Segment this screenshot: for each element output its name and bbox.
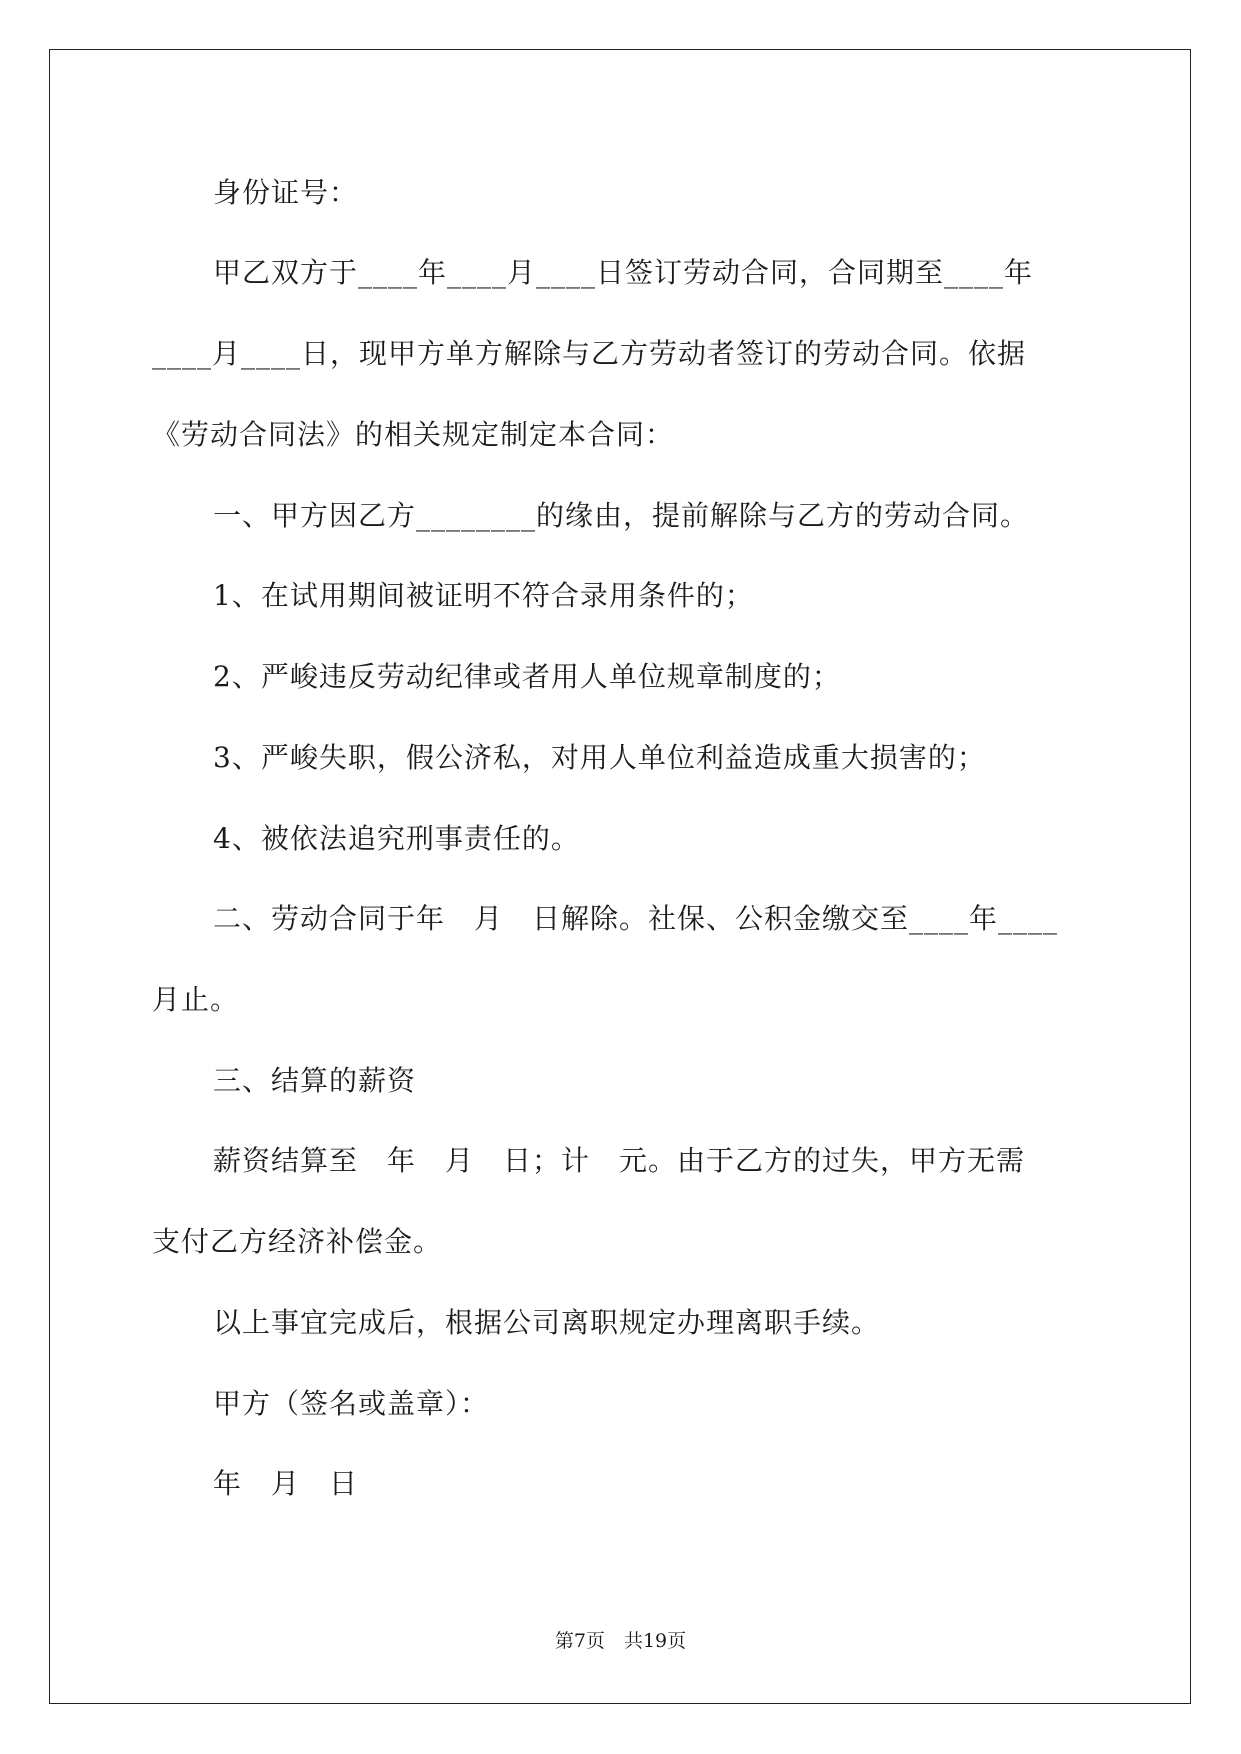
list-item: 1、在试用期间被证明不符合录用条件的； xyxy=(213,579,754,612)
paragraph-line: 以上事宜完成后，根据公司离职规定办理离职手续。 xyxy=(213,1306,881,1339)
signature-label: 甲方（签名或盖章）： xyxy=(213,1387,490,1420)
paragraph-line: 《劳动合同法》的相关规定制定本合同： xyxy=(152,418,675,451)
signature-date: 年 月 日 xyxy=(213,1467,359,1500)
page-border xyxy=(49,49,1191,1704)
list-item: 2、严峻违反劳动纪律或者用人单位规章制度的； xyxy=(213,660,841,693)
clause-two: 二、劳动合同于年 月 日解除。社保、公积金缴交至____年____ xyxy=(213,902,1059,935)
paragraph-line: 支付乙方经济补偿金。 xyxy=(152,1225,443,1258)
list-item: 4、被依法追究刑事责任的。 xyxy=(213,822,580,855)
clause-one: 一、甲方因乙方________的缘由，提前解除与乙方的劳动合同。 xyxy=(213,499,1030,532)
paragraph-line: 甲乙双方于____年____月____日签订劳动合同，合同期至____年 xyxy=(213,256,1034,289)
list-item: 3、严峻失职，假公济私，对用人单位利益造成重大损害的； xyxy=(213,741,986,774)
id-number-line: 身份证号： xyxy=(213,176,359,209)
paragraph-line: ____月____日，现甲方单方解除与乙方劳动者签订的劳动合同。依据 xyxy=(152,337,1027,370)
clause-three: 三、结算的薪资 xyxy=(213,1064,417,1097)
paragraph-line: 薪资结算至 年 月 日；计 元。由于乙方的过失，甲方无需 xyxy=(213,1144,1026,1177)
page-number: 第7页 共19页 xyxy=(554,1630,687,1652)
paragraph-line: 月止。 xyxy=(152,983,240,1016)
